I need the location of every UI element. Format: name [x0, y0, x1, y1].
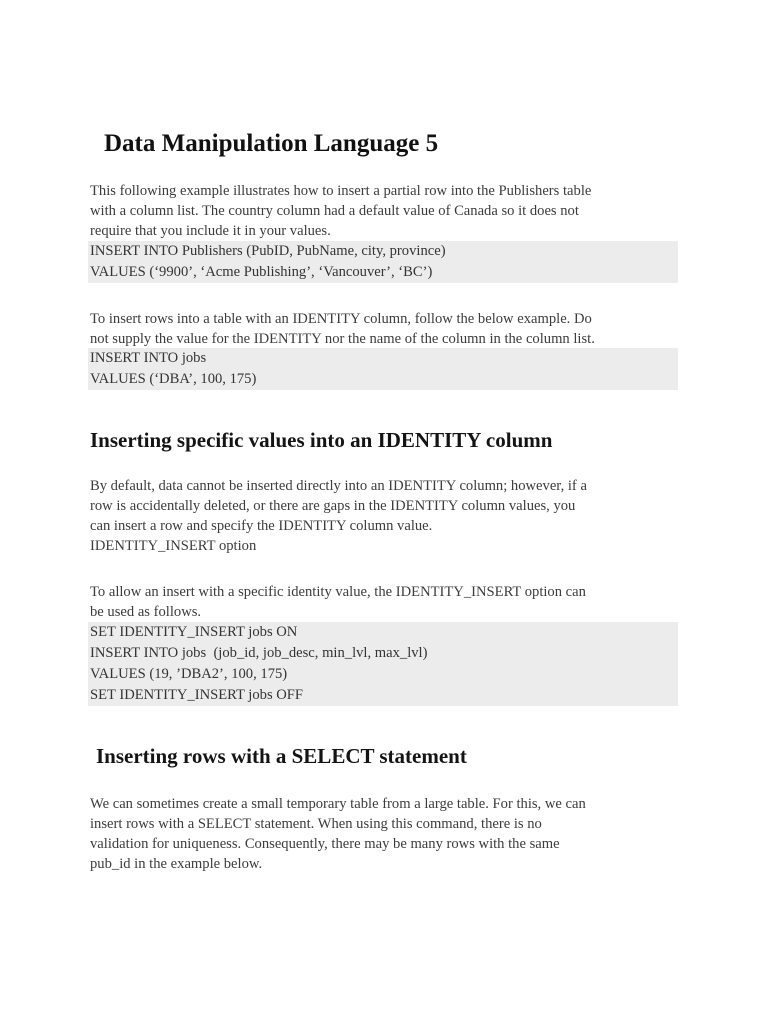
identity-insert-code-block — [88, 622, 678, 706]
text-line: pub_id in the example below. — [90, 856, 263, 872]
text-line: insert rows with a SELECT statement. When using this command, there is no — [90, 816, 542, 832]
identity-section-heading: Inserting specific values into an IDENTITY column — [90, 428, 553, 452]
text-line: row is accidentally deleted, or there are gaps in the IDENTITY column values, you — [90, 498, 576, 514]
text-line: By default, data cannot be inserted directly into an IDENTITY column; however, if a — [90, 478, 587, 494]
text-line: be used as follows. — [90, 604, 202, 620]
insert-publishers-code-block — [88, 241, 678, 283]
code-line: VALUES (19, ’DBA2’, 100, 175) — [90, 666, 288, 682]
identity-insert-paragraph — [90, 582, 690, 622]
identity-default-paragraph — [90, 476, 690, 556]
partial-row-paragraph — [90, 181, 690, 241]
code-line: INSERT INTO jobs (job_id, job_desc, min_lvl, max_lvl) — [90, 645, 428, 661]
select-section-heading: Inserting rows with a SELECT statement — [96, 744, 467, 768]
text-line: with a column list. The country column had a default value of Canada so it does not — [90, 203, 579, 219]
code-line: VALUES (‘DBA’, 100, 175) — [90, 371, 257, 387]
text-line: can insert a row and specify the IDENTITY column value. — [90, 518, 433, 534]
insert-jobs-code-block — [88, 348, 678, 390]
code-line: SET IDENTITY_INSERT jobs OFF — [90, 687, 304, 703]
page-title: Data Manipulation Language 5 — [104, 130, 439, 157]
text-line: not supply the value for the IDENTITY nor the name of the column in the column list. — [90, 331, 595, 347]
select-statement-paragraph — [90, 794, 690, 874]
text-line: IDENTITY_INSERT option — [90, 538, 257, 554]
text-line: To insert rows into a table with an IDENTITY column, follow the below example. Do — [90, 311, 592, 327]
text-line: We can sometimes create a small temporary table from a large table. For this, we can — [90, 796, 586, 812]
identity-column-paragraph — [90, 309, 690, 349]
code-line: VALUES (‘9900’, ‘Acme Publishing’, ‘Vancouver’, ‘BC’) — [90, 264, 433, 280]
code-line: INSERT INTO jobs — [90, 350, 207, 366]
text-line: To allow an insert with a specific identity value, the IDENTITY_INSERT option can — [90, 584, 586, 600]
text-line: require that you include it in your values. — [90, 223, 331, 239]
code-line: INSERT INTO Publishers (PubID, PubName, city, province) — [90, 243, 446, 259]
text-line: This following example illustrates how to insert a partial row into the Publishers table — [90, 183, 592, 199]
code-line: SET IDENTITY_INSERT jobs ON — [90, 624, 298, 640]
text-line: validation for uniqueness. Consequently, there may be many rows with the same — [90, 836, 560, 852]
